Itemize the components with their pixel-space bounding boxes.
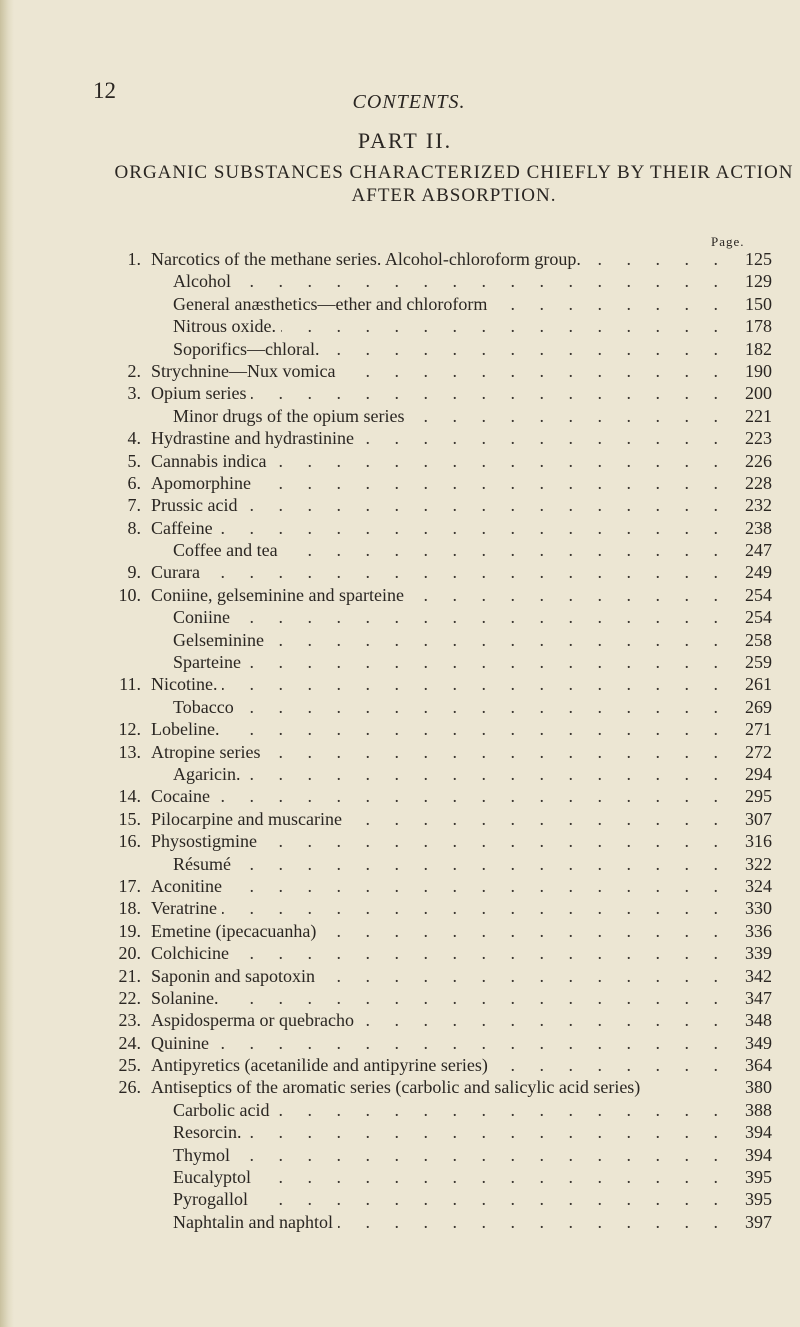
entry-page: 336 — [745, 920, 772, 941]
toc-entry — [112, 1166, 772, 1188]
entry-title — [173, 270, 728, 292]
toc-entry — [112, 853, 772, 875]
entry-title-text: Soporifics—chloral. — [173, 339, 324, 359]
entry-title — [173, 405, 728, 427]
entry-title — [151, 1054, 728, 1076]
entry-title — [151, 584, 728, 606]
entry-title-text: Antiseptics of the aromatic series (carbolic and salicylic acid series) — [151, 1077, 645, 1097]
entry-title — [151, 942, 728, 964]
entry-page: 395 — [745, 1167, 772, 1188]
entry-title-text: Aconitine — [151, 876, 227, 896]
entry-page: 294 — [745, 763, 772, 784]
table-of-contents — [112, 248, 772, 1233]
entry-number: 18. — [118, 898, 141, 919]
entry-page: 238 — [745, 517, 772, 538]
entry-title — [151, 561, 728, 583]
entry-title-text: Curara — [151, 562, 205, 582]
entry-title — [151, 875, 728, 897]
page-column-label: Page. — [711, 234, 745, 249]
entry-title-text: Opium series — [151, 383, 251, 403]
entry-page: 223 — [745, 428, 772, 449]
entry-title-text: Pyrogallol — [173, 1189, 253, 1209]
entry-page: 349 — [745, 1032, 772, 1053]
entry-page: 258 — [745, 629, 772, 650]
entry-page: 380 — [745, 1077, 772, 1098]
entry-title-text: Pilocarpine and muscarine — [151, 809, 347, 829]
entry-title-text: Strychnine—Nux vomica — [151, 361, 340, 381]
entry-number: 1. — [127, 249, 141, 269]
toc-entry — [112, 1121, 772, 1143]
entry-page: 347 — [745, 987, 772, 1008]
entry-title-text: Coniine, gelseminine and sparteine — [151, 585, 409, 605]
toc-entry — [112, 248, 772, 270]
entry-number: 15. — [118, 808, 141, 829]
entry-title — [173, 606, 728, 628]
toc-entry — [112, 561, 772, 583]
entry-title-text: Carbolic acid — [173, 1100, 274, 1120]
entry-page: 178 — [745, 316, 772, 337]
entry-page: 364 — [745, 1055, 772, 1076]
entry-page: 261 — [745, 674, 772, 695]
entry-title-text: Cannabis indica — [151, 451, 271, 471]
entry-page: 295 — [745, 786, 772, 807]
entry-page: 330 — [745, 898, 772, 919]
toc-entry — [112, 584, 772, 606]
entry-page: 322 — [745, 853, 772, 874]
entry-title — [173, 315, 728, 337]
entry-number: 2. — [127, 360, 141, 381]
entry-title-text: Nitrous oxide. — [173, 316, 281, 336]
entry-title-text: General anæsthetics—ether and chloroform — [173, 294, 492, 314]
entry-title-text: Hydrastine and hydrastinine — [151, 428, 359, 448]
toc-entry — [112, 427, 772, 449]
toc-entry — [112, 718, 772, 740]
entry-title-text: Agaricin. — [173, 764, 245, 784]
entry-title-text: Resorcin. — [173, 1122, 246, 1142]
entry-number: 12. — [118, 719, 141, 740]
entry-number: 21. — [118, 965, 141, 986]
entry-title-text: Thymol — [173, 1145, 235, 1165]
toc-entry — [112, 539, 772, 561]
entry-number: 23. — [118, 1010, 141, 1031]
entry-title — [151, 920, 728, 942]
toc-entry — [112, 360, 772, 382]
toc-entry — [112, 942, 772, 964]
toc-entry — [112, 293, 772, 315]
entry-title — [173, 293, 728, 315]
entry-page: 395 — [745, 1189, 772, 1210]
entry-title-text: Veratrine — [151, 898, 222, 918]
section-heading: ORGANIC SUBSTANCES CHARACTERIZED CHIEFLY BY THEIR ACTION AFTER ABSORPTION. — [114, 162, 794, 206]
toc-entry — [112, 270, 772, 292]
entry-page: 271 — [745, 719, 772, 740]
entry-number: 17. — [118, 875, 141, 896]
entry-title — [151, 673, 728, 695]
toc-entry — [112, 651, 772, 673]
entry-title — [151, 741, 728, 763]
toc-entry — [112, 830, 772, 852]
entry-title — [151, 718, 728, 740]
entry-title — [173, 1166, 728, 1188]
entry-page: 397 — [745, 1211, 772, 1232]
entry-page: 316 — [745, 831, 772, 852]
entry-title — [173, 1099, 728, 1121]
toc-entry — [112, 920, 772, 942]
entry-title-text: Nicotine. — [151, 674, 222, 694]
entry-title — [151, 897, 728, 919]
entry-number: 6. — [127, 472, 141, 493]
entry-page: 125 — [745, 249, 772, 269]
entry-page: 228 — [745, 472, 772, 493]
entry-number: 14. — [118, 786, 141, 807]
entry-page: 200 — [745, 383, 772, 404]
entry-page: 339 — [745, 943, 772, 964]
entry-title — [173, 629, 728, 651]
entry-title-text: Sparteine — [173, 652, 246, 672]
entry-title — [151, 1032, 728, 1054]
entry-page: 249 — [745, 562, 772, 583]
entry-title — [173, 1211, 728, 1233]
toc-entry — [112, 741, 772, 763]
toc-entry — [112, 1211, 772, 1233]
entry-number: 4. — [127, 428, 141, 449]
toc-entry — [112, 450, 772, 472]
entry-title — [151, 382, 728, 404]
entry-page: 254 — [745, 584, 772, 605]
entry-title-text: Gelseminine — [173, 630, 269, 650]
entry-page: 190 — [745, 360, 772, 381]
entry-title — [151, 1009, 728, 1031]
entry-title-text: Prussic acid — [151, 495, 242, 515]
entry-title-text: Coffee and tea — [173, 540, 283, 560]
entry-title — [173, 1121, 728, 1143]
entry-title — [151, 494, 728, 516]
entry-page: 342 — [745, 965, 772, 986]
entry-number: 20. — [118, 943, 141, 964]
entry-page: 150 — [745, 293, 772, 314]
entry-number: 10. — [118, 584, 141, 605]
entry-title — [173, 1188, 728, 1210]
entry-number: 25. — [118, 1055, 141, 1076]
entry-title — [151, 517, 728, 539]
entry-number: 11. — [119, 674, 141, 695]
entry-number: 5. — [127, 450, 141, 471]
toc-entry — [112, 696, 772, 718]
entry-page: 221 — [745, 405, 772, 426]
toc-entry — [112, 1076, 772, 1098]
entry-page: 232 — [745, 495, 772, 516]
toc-entry — [112, 763, 772, 785]
toc-entry — [112, 673, 772, 695]
toc-entry — [112, 405, 772, 427]
entry-number: 24. — [118, 1032, 141, 1053]
entry-page: 307 — [745, 808, 772, 829]
entry-page: 324 — [745, 875, 772, 896]
toc-entry — [112, 1032, 772, 1054]
entry-title — [151, 1076, 728, 1098]
entry-title-text: Tobacco — [173, 697, 239, 717]
toc-entry — [112, 808, 772, 830]
toc-entry — [112, 472, 772, 494]
entry-page: 348 — [745, 1010, 772, 1031]
toc-entry — [112, 987, 772, 1009]
entry-page: 226 — [745, 450, 772, 471]
toc-entry — [112, 897, 772, 919]
entry-page: 182 — [745, 338, 772, 359]
toc-entry — [112, 1009, 772, 1031]
entry-title-text: Minor drugs of the opium series — [173, 406, 409, 426]
entry-page: 259 — [745, 652, 772, 673]
entry-page: 388 — [745, 1099, 772, 1120]
entry-page: 269 — [745, 696, 772, 717]
entry-title — [173, 853, 728, 875]
entry-title-text: Cocaine — [151, 786, 215, 806]
entry-title-text: Emetine (ipecacuanha) — [151, 921, 321, 941]
entry-title — [151, 785, 728, 807]
entry-title — [173, 696, 728, 718]
entry-title — [173, 1144, 728, 1166]
entry-title-text: Eucalyptol — [173, 1167, 256, 1187]
entry-title — [173, 539, 728, 561]
toc-entry — [112, 629, 772, 651]
toc-entry — [112, 494, 772, 516]
toc-entry — [112, 1054, 772, 1076]
entry-title-text: Caffeine — [151, 518, 218, 538]
entry-title — [151, 427, 728, 449]
entry-title-text: Atropine series — [151, 742, 265, 762]
entry-title — [151, 450, 728, 472]
entry-page: 394 — [745, 1144, 772, 1165]
entry-title-text: Colchicine — [151, 943, 234, 963]
entry-title — [151, 472, 728, 494]
toc-entry — [112, 517, 772, 539]
entry-page: 129 — [745, 271, 772, 292]
entry-title — [173, 338, 728, 360]
entry-title-text: Aspidosperma or quebracho — [151, 1010, 359, 1030]
entry-page: 254 — [745, 607, 772, 628]
entry-title — [151, 987, 728, 1009]
entry-title-text: Coniine — [173, 607, 235, 627]
entry-page: 394 — [745, 1122, 772, 1143]
entry-number: 9. — [127, 562, 141, 583]
toc-entry — [112, 315, 772, 337]
toc-entry — [112, 1188, 772, 1210]
entry-title-text: Solanine. — [151, 988, 224, 1008]
toc-entry — [112, 785, 772, 807]
entry-title-text: Apomorphine — [151, 473, 256, 493]
page-gutter-shadow — [0, 0, 14, 1327]
entry-title-text: Narcotics of the methane series. Alcohol-chloroform group. — [151, 249, 586, 269]
entry-number: 3. — [127, 383, 141, 404]
toc-entry — [112, 606, 772, 628]
toc-entry — [112, 338, 772, 360]
toc-entry — [112, 382, 772, 404]
entry-title-text: Naphtalin and naphtol — [173, 1212, 338, 1232]
entry-title-text: Résumé — [173, 854, 236, 874]
entry-title — [173, 763, 728, 785]
part-title: PART II. — [357, 128, 453, 153]
entry-number: 7. — [127, 495, 141, 516]
toc-entry — [112, 1099, 772, 1121]
entry-title-text: Alcohol — [173, 271, 236, 291]
entry-title — [151, 248, 728, 270]
entry-number: 16. — [118, 831, 141, 852]
entry-title-text: Lobeline. — [151, 719, 224, 739]
entry-number: 22. — [118, 987, 141, 1008]
entry-title-text: Saponin and sapotoxin — [151, 966, 320, 986]
page-number: 12 — [93, 78, 116, 103]
entry-title — [151, 808, 728, 830]
entry-number: 13. — [118, 741, 141, 762]
entry-number: 19. — [118, 920, 141, 941]
entry-page: 247 — [745, 540, 772, 561]
toc-entry — [112, 875, 772, 897]
entry-title-text: Physostigmine — [151, 831, 262, 851]
entry-title-text: Quinine — [151, 1033, 214, 1053]
toc-entry — [112, 965, 772, 987]
entry-number: 8. — [127, 517, 141, 538]
entry-title — [151, 965, 728, 987]
entry-title — [173, 651, 728, 673]
entry-number: 26. — [118, 1077, 141, 1098]
entry-title-text: Antipyretics (acetanilide and antipyrine series) — [151, 1055, 493, 1075]
entry-page: 272 — [745, 741, 772, 762]
entry-title — [151, 360, 728, 382]
entry-title — [151, 830, 728, 852]
toc-entry — [112, 1144, 772, 1166]
running-head: CONTENTS. — [352, 91, 466, 113]
